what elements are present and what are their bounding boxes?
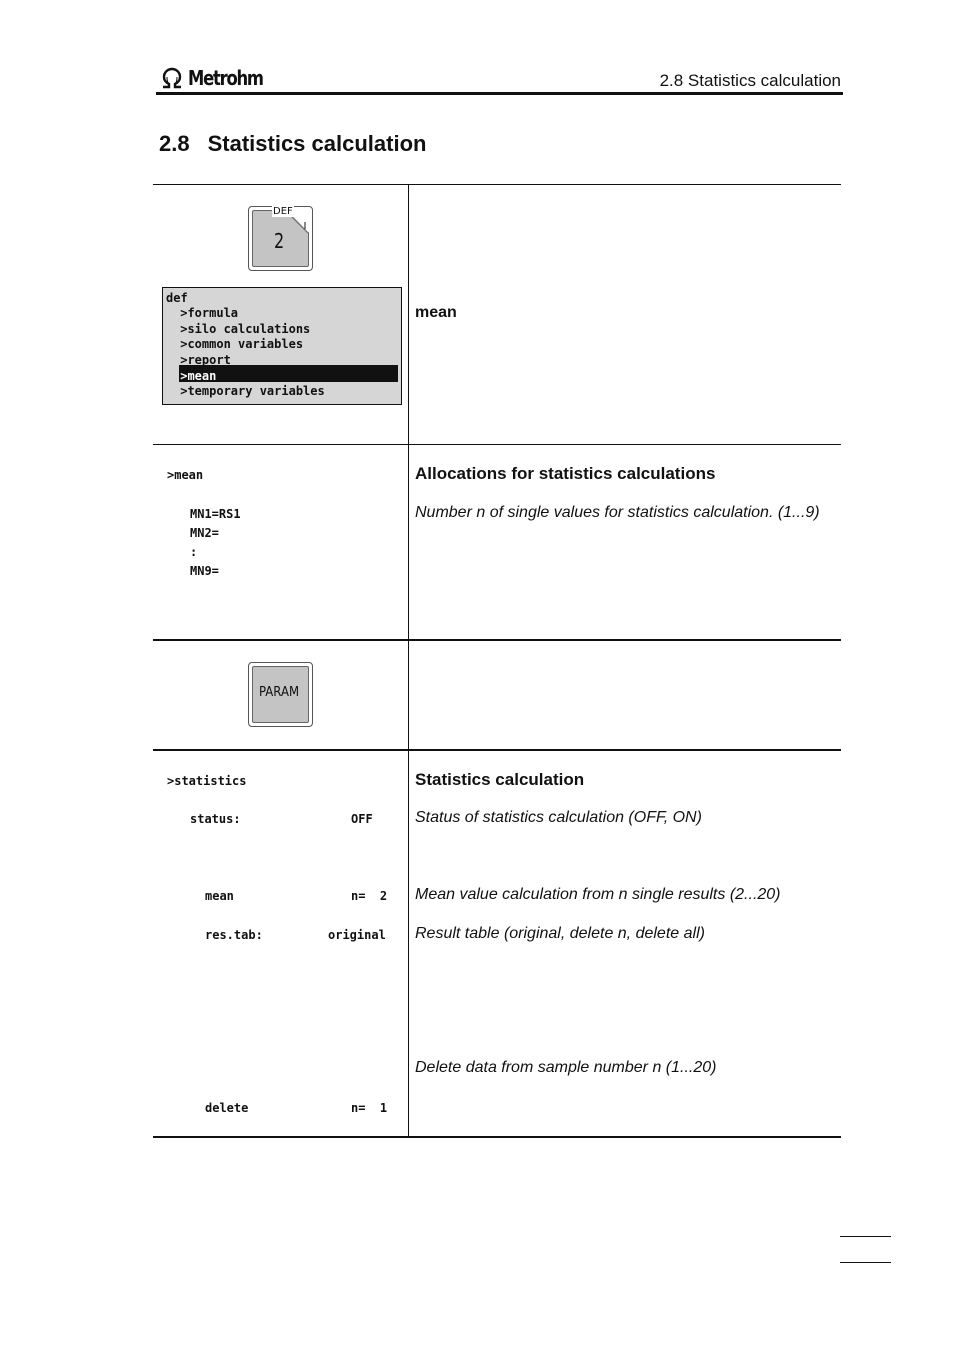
column-divider xyxy=(408,184,409,1138)
row4-heading: Statistics calculation xyxy=(415,770,585,789)
mean-display-title: >mean xyxy=(167,468,204,482)
metrohm-omega-icon xyxy=(160,67,184,89)
mean-label: mean xyxy=(205,889,234,903)
status-label: status: xyxy=(190,812,241,826)
status-value: OFF xyxy=(351,812,373,826)
row-divider xyxy=(153,749,841,751)
def-menu-display xyxy=(162,287,402,405)
param-key[interactable] xyxy=(248,662,313,727)
mean-description: Mean value calculation from n single results (2...20) xyxy=(415,886,781,903)
mean-value: n= 2 xyxy=(351,889,388,903)
status-description: Status of statistics calculation (OFF, ON) xyxy=(415,809,702,826)
section-title xyxy=(159,131,426,157)
row-divider xyxy=(153,639,841,641)
table-top-rule xyxy=(153,184,841,185)
delete-description: Delete data from sample number n (1...20) xyxy=(415,1059,717,1076)
menu-line-selected[interactable]: >mean xyxy=(173,369,217,383)
table-bottom-rule xyxy=(153,1136,841,1138)
statistics-display-title: >statistics xyxy=(167,774,247,788)
section-title-text: Statistics calculation xyxy=(207,131,427,156)
mean-line: : xyxy=(190,545,198,559)
row2-description: Number n of single values for statistics calculation. (1...9) xyxy=(415,504,820,521)
menu-line[interactable]: >common variables xyxy=(173,337,304,351)
restab-label: res.tab: xyxy=(205,928,263,942)
key-top-label: DEF xyxy=(273,206,293,217)
delete-value: n= 1 xyxy=(351,1101,388,1115)
menu-line[interactable]: >report xyxy=(173,353,231,367)
footer-rule xyxy=(840,1262,891,1263)
row-divider xyxy=(153,444,841,445)
row2-heading: Allocations for statistics calculations xyxy=(415,464,716,483)
footer-rule xyxy=(840,1236,891,1237)
menu-line: def xyxy=(166,291,188,305)
logo-text: Metrohm xyxy=(188,66,263,90)
header-logo xyxy=(160,66,279,90)
mean-line: MN1=RS1 xyxy=(190,507,241,521)
mean-line: MN2= xyxy=(190,526,219,540)
menu-line[interactable]: >formula xyxy=(173,306,239,320)
row1-label: mean xyxy=(415,304,457,321)
key-digit: 2 xyxy=(274,229,285,253)
header-section-ref: 2.8 Statistics calculation xyxy=(659,71,841,90)
restab-value: original xyxy=(328,928,386,942)
menu-line[interactable]: >silo calculations xyxy=(173,322,311,336)
restab-description: Result table (original, delete n, delete all) xyxy=(415,925,705,942)
delete-label: delete xyxy=(205,1101,249,1115)
section-number: 2.8 xyxy=(159,131,190,156)
mean-line: MN9= xyxy=(190,564,219,578)
param-key-label: PARAM xyxy=(259,685,300,700)
header-rule xyxy=(156,92,843,95)
menu-line[interactable]: >temporary variables xyxy=(173,384,325,398)
def-2-key[interactable] xyxy=(248,206,313,271)
